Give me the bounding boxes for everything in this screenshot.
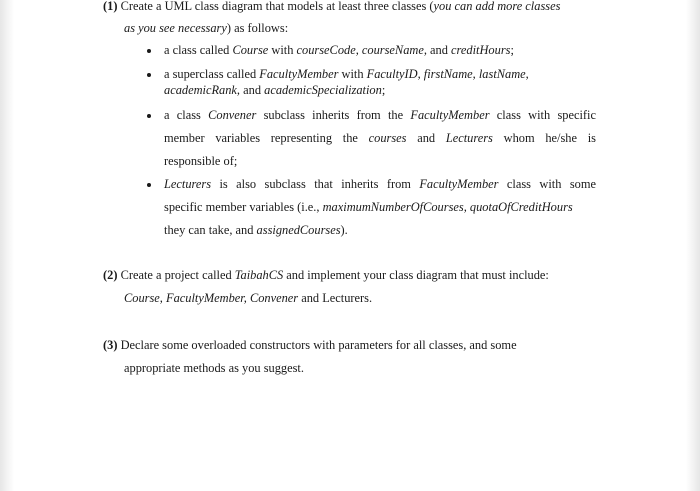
- text: and: [240, 83, 265, 97]
- item-3-line-2: [124, 360, 304, 376]
- item-2-line-1: [103, 267, 549, 283]
- item-1-line-1: [103, 0, 560, 14]
- text: responsible of;: [164, 154, 238, 168]
- text: with: [268, 43, 297, 57]
- italic-text: TaibahCS: [234, 268, 284, 282]
- italic-text: courseCode, courseName,: [296, 43, 427, 57]
- text: a class: [164, 108, 209, 122]
- italic-text: creditHours: [451, 43, 511, 57]
- italic-text: assignedCourses: [256, 223, 341, 237]
- item-number: (1): [103, 0, 118, 13]
- text: ;: [381, 83, 386, 97]
- text: appropriate methods as you suggest.: [124, 361, 304, 375]
- text: Create a project called: [120, 268, 235, 282]
- item-number: (2): [103, 268, 118, 282]
- italic-text: FacultyID, firstName, lastName,: [366, 67, 529, 81]
- item-3-line-1: [103, 337, 517, 353]
- text: they can take, and: [164, 223, 257, 237]
- italic-text: you can add more classes: [433, 0, 561, 13]
- text: member variables representing the: [164, 131, 369, 145]
- bullet-4-line-3: [164, 222, 348, 238]
- text: and: [426, 43, 452, 57]
- item-2-line-2: [124, 290, 372, 306]
- italic-text: Convener: [208, 108, 257, 122]
- italic-text: courses: [368, 131, 407, 145]
- text: Declare some overloaded constructors with parameters for all classes, and some: [120, 338, 517, 352]
- text: class with some: [498, 177, 596, 191]
- text: ) as follows:: [226, 21, 289, 35]
- italic-text: academicSpecialization: [264, 83, 382, 97]
- bullet-4-line-1: [164, 176, 596, 192]
- bullet-2-line-1: [164, 66, 529, 82]
- italic-text: FacultyMember: [259, 67, 339, 81]
- italic-text: Lecturers: [164, 177, 212, 191]
- text: a class called: [164, 43, 233, 57]
- bullet-3-line-1: [164, 107, 596, 123]
- bullet-marker: [147, 114, 151, 118]
- bullet-2-line-2: [164, 82, 385, 98]
- text: subclass inherits from the: [256, 108, 411, 122]
- italic-text: as you see necessary: [124, 21, 227, 35]
- text: is also subclass that inherits from: [211, 177, 420, 191]
- italic-text: maximumNumberOfCourses, quotaOfCreditHours: [322, 200, 573, 214]
- text: and Lecturers.: [298, 291, 373, 305]
- text: a superclass called: [164, 67, 260, 81]
- italic-text: Lecturers: [445, 131, 493, 145]
- text: ).: [340, 223, 348, 237]
- italic-text: FacultyMember: [410, 108, 490, 122]
- bullet-3-line-2: [164, 130, 596, 146]
- bullet-4-line-2: [164, 199, 573, 215]
- bullet-marker: [147, 183, 151, 187]
- italic-text: FacultyMember: [419, 177, 499, 191]
- text: and: [406, 131, 446, 145]
- text: Create a UML class diagram that models at least three classes (: [120, 0, 434, 13]
- italic-text: Course, FacultyMember, Convener: [124, 291, 299, 305]
- bullet-marker: [147, 73, 151, 77]
- italic-text: academicRank,: [164, 83, 241, 97]
- bullet-marker: [147, 49, 151, 53]
- bullet-1-line-1: [164, 42, 514, 58]
- text: and implement your class diagram that must include:: [283, 268, 549, 282]
- item-number: (3): [103, 338, 118, 352]
- text: specific member variables (i.e.,: [164, 200, 323, 214]
- text: with: [338, 67, 367, 81]
- item-1-line-2: [124, 20, 288, 36]
- text: whom he/she is: [492, 131, 596, 145]
- text: ;: [510, 43, 514, 57]
- text: class with specific: [489, 108, 596, 122]
- italic-text: Course: [232, 43, 269, 57]
- bullet-3-line-3: [164, 153, 237, 169]
